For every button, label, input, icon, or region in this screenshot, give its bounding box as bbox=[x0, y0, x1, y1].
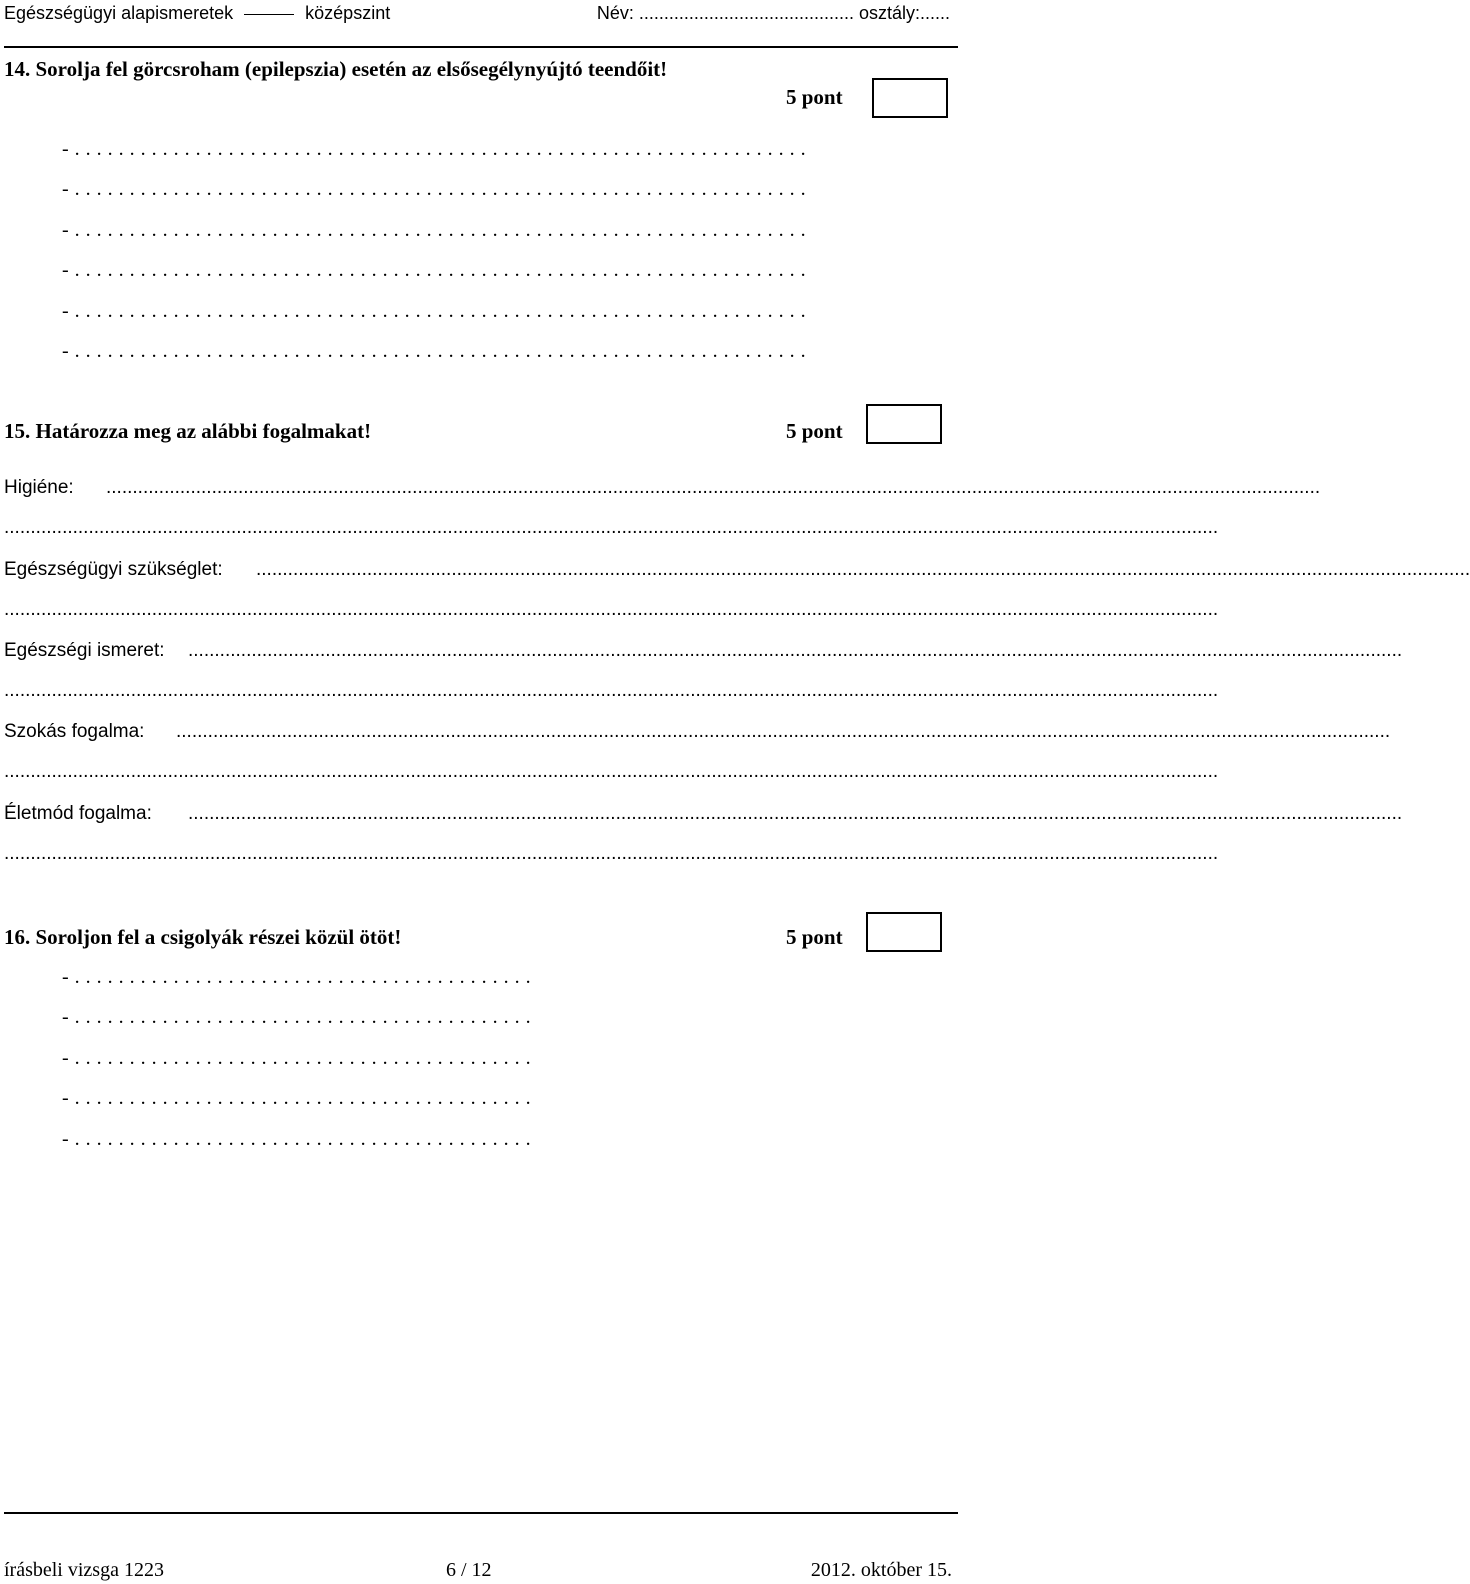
q16-answer-line[interactable]: - . . . . . . . . . . . . . . . . . . . . . . . . . . . . . . . . . . . . . . . . . . bbox=[62, 1047, 532, 1069]
definition-dotfill[interactable]: ...................................................................................................................................................................................................................................... bbox=[188, 803, 1403, 824]
header-rule bbox=[4, 46, 958, 48]
q16-answer-line[interactable]: - . . . . . . . . . . . . . . . . . . . . . . . . . . . . . . . . . . . . . . . . . . bbox=[62, 1006, 532, 1028]
q14-answer-line[interactable]: - . . . . . . . . . . . . . . . . . . . . . . . . . . . . . . . . . . . . . . . . . . . . . . . . . . . . . . . . . . . . . . . . . . . bbox=[62, 340, 807, 362]
q16-answer-line[interactable]: - . . . . . . . . . . . . . . . . . . . . . . . . . . . . . . . . . . . . . . . . . . bbox=[62, 1087, 532, 1109]
q15-score-box[interactable] bbox=[866, 404, 942, 444]
q16-answer-line[interactable]: - . . . . . . . . . . . . . . . . . . . . . . . . . . . . . . . . . . . . . . . . . . bbox=[62, 966, 532, 988]
definition-label-szokas: Szokás fogalma: bbox=[4, 721, 145, 742]
q14-title: 14. Sorolja fel görcsroham (epilepszia) esetén az elsősegélynyújtó teendőit! bbox=[4, 57, 668, 81]
definition-dotfill[interactable]: ...................................................................................................................................................................................................................................... bbox=[176, 721, 1391, 742]
q14-score-box[interactable] bbox=[872, 78, 948, 118]
definition-label-higiene: Higiéne: bbox=[4, 477, 74, 498]
q14-answer-line[interactable]: - . . . . . . . . . . . . . . . . . . . . . . . . . . . . . . . . . . . . . . . . . . . . . . . . . . . . . . . . . . . . . . . . . . . bbox=[62, 300, 807, 322]
header-dash bbox=[244, 14, 294, 15]
definition-label-eletmod: Életmód fogalma: bbox=[4, 803, 152, 824]
footer-date: 2012. október 15. bbox=[810, 1559, 952, 1581]
header-level: középszint bbox=[305, 3, 391, 23]
q15-title: 15. Határozza meg az alábbi fogalmakat! bbox=[4, 419, 372, 443]
header-subject: Egészségügyi alapismeretek bbox=[4, 3, 234, 23]
footer-exam: írásbeli vizsga 1223 bbox=[4, 1559, 164, 1581]
definition-dotfill[interactable]: ...................................................................................................................................................................................................................................... bbox=[188, 640, 1403, 661]
definition-label-ismeret: Egészségi ismeret: bbox=[4, 640, 165, 661]
definition-dotfill[interactable]: ...................................................................................................................................................................................................................................... bbox=[4, 599, 1219, 620]
footer-rule bbox=[4, 1512, 958, 1514]
definition-label-szukseglet: Egészségügyi szükséglet: bbox=[4, 559, 223, 580]
q14-answer-line[interactable]: - . . . . . . . . . . . . . . . . . . . . . . . . . . . . . . . . . . . . . . . . . . . . . . . . . . . . . . . . . . . . . . . . . . . bbox=[62, 178, 807, 200]
definition-dotfill[interactable]: ...................................................................................................................................................................................................................................... bbox=[4, 680, 1219, 701]
definition-dotfill[interactable]: ...................................................................................................................................................................................................................................... bbox=[4, 517, 1219, 538]
definition-dotfill[interactable]: ...................................................................................................................................................................................................................................... bbox=[106, 477, 1321, 498]
q16-answer-line[interactable]: - . . . . . . . . . . . . . . . . . . . . . . . . . . . . . . . . . . . . . . . . . . bbox=[62, 1128, 532, 1150]
header-title bbox=[4, 2, 390, 24]
definition-dotfill[interactable]: ...................................................................................................................................................................................................................................... bbox=[4, 761, 1219, 782]
q14-answer-line[interactable]: - . . . . . . . . . . . . . . . . . . . . . . . . . . . . . . . . . . . . . . . . . . . . . . . . . . . . . . . . . . . . . . . . . . . bbox=[62, 259, 807, 281]
q14-points: 5 pont bbox=[786, 85, 843, 109]
definition-dotfill[interactable]: ...................................................................................................................................................................................................................................... bbox=[256, 559, 1470, 580]
definition-dotfill[interactable]: ...................................................................................................................................................................................................................................... bbox=[4, 843, 1219, 864]
q16-title: 16. Soroljon fel a csigolyák részei közül ötöt! bbox=[4, 925, 402, 949]
q16-score-box[interactable] bbox=[866, 912, 942, 952]
header-name-field: Név: ........................................... osztály:...... bbox=[596, 3, 950, 23]
q14-answer-line[interactable]: - . . . . . . . . . . . . . . . . . . . . . . . . . . . . . . . . . . . . . . . . . . . . . . . . . . . . . . . . . . . . . . . . . . . bbox=[62, 138, 807, 160]
q16-points: 5 pont bbox=[786, 925, 843, 949]
q15-points: 5 pont bbox=[786, 419, 843, 443]
q14-answer-line[interactable]: - . . . . . . . . . . . . . . . . . . . . . . . . . . . . . . . . . . . . . . . . . . . . . . . . . . . . . . . . . . . . . . . . . . . bbox=[62, 219, 807, 241]
footer-page-number: 6 / 12 bbox=[446, 1559, 492, 1581]
